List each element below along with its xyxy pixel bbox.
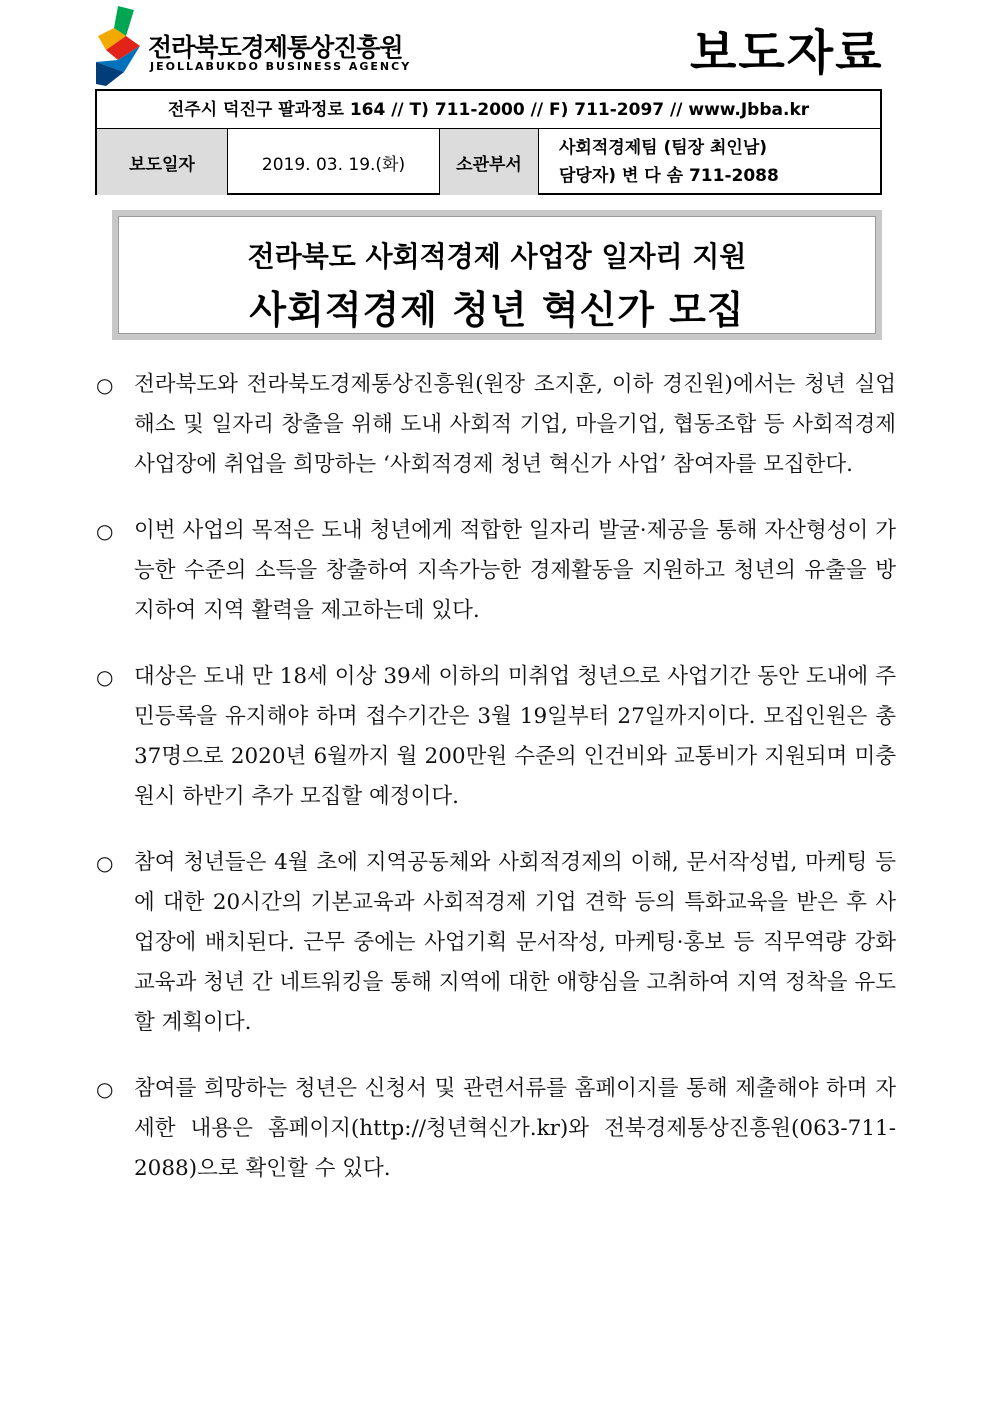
headline-subtitle: 전라북도 사회적경제 사업장 일자리 지원	[247, 240, 747, 273]
logo-mark-icon	[96, 6, 146, 86]
org-logo	[96, 6, 416, 86]
bullet-icon: ○	[96, 851, 114, 875]
paragraph	[96, 843, 896, 1043]
paragraph-text: 참여를 희망하는 청년은 신청서 및 관련서류를 홈페이지를 통해 제출해야 하며 자세한 내용은 홈페이지(http://청년혁신가.kr)와 전북경제통상진흥원(063-711-2088)으로 확인할 수 있다.	[134, 1076, 896, 1181]
contact-line: 전주시 덕진구 팔과정로 164 // T) 711-2000 // F) 711-2097 // www.Jbba.kr	[97, 91, 880, 129]
department-contact: 담당자) 변 다 솜 711-2088	[559, 166, 779, 186]
paragraph	[96, 1069, 896, 1189]
org-name-en: JEOLLABUKDO BUSINESS AGENCY	[150, 60, 412, 73]
paragraph	[96, 511, 896, 631]
org-name: 전라북도경제통상진흥원	[148, 33, 403, 62]
paragraph-text: 이번 사업의 목적은 도내 청년에게 적합한 일자리 발굴·제공을 통해 자산형성이 가능한 수준의 소득을 창출하여 지속가능한 경제활동을 지원하고 청년의 유출을 방지하여 지역 활력을 제고하는데 있다.	[134, 518, 896, 623]
headline-title: 사회적경제 청년 혁신가 모집	[249, 288, 745, 332]
release-date-value: 2019. 03. 19.(화)	[228, 129, 440, 195]
document-type-title: 보도자료	[690, 25, 884, 81]
paragraph	[96, 657, 896, 817]
headline-inner-border	[118, 216, 876, 334]
meta-row	[97, 129, 880, 195]
press-info-table	[95, 89, 882, 195]
department-value	[539, 129, 880, 195]
paragraph	[96, 365, 896, 485]
bullet-icon: ○	[96, 373, 114, 397]
bullet-icon: ○	[96, 1077, 114, 1101]
paragraph-text: 참여 청년들은 4월 초에 지역공동체와 사회적경제의 이해, 문서작성법, 마케팅 등에 대한 20시간의 기본교육과 사회적경제 기업 견학 등의 특화교육을 받은 후 사업장에 배치된다. 근무 중에는 사업기획 문서작성, 마케팅·홍보 등 직무역량 강화교육과 청년 간 네트워킹을 통해 지역에 대한 애향심을 고취하여 지역 정착을 유도할 계획이다.	[134, 850, 896, 1035]
article-body	[96, 365, 896, 1215]
paragraph-text: 전라북도와 전라북도경제통상진흥원(원장 조지훈, 이하 경진원)에서는 청년 실업 해소 및 일자리 창출을 위해 도내 사회적 기업, 마을기업, 협동조합 등 사회적경제 사업장에 취업을 희망하는 ‘사회적경제 청년 혁신가 사업’ 참여자를 모집한다.	[134, 372, 896, 477]
bullet-icon: ○	[96, 665, 114, 689]
release-date-label: 보도일자	[97, 129, 228, 195]
paragraph-text: 대상은 도내 만 18세 이상 39세 이하의 미취업 청년으로 사업기간 동안 도내에 주민등록을 유지해야 하며 접수기간은 3월 19일부터 27일까지이다. 모집인원은 총 37명으로 2020년 6월까지 월 200만원 수준의 인건비와 교통비가 지원되며 미충원시 하반기 추가 모집할 예정이다.	[134, 664, 896, 809]
department-label: 소관부서	[440, 129, 539, 195]
bullet-icon: ○	[96, 519, 114, 543]
headline-box	[112, 210, 882, 340]
department-team: 사회적경제팀 (팀장 최인남)	[559, 138, 768, 158]
